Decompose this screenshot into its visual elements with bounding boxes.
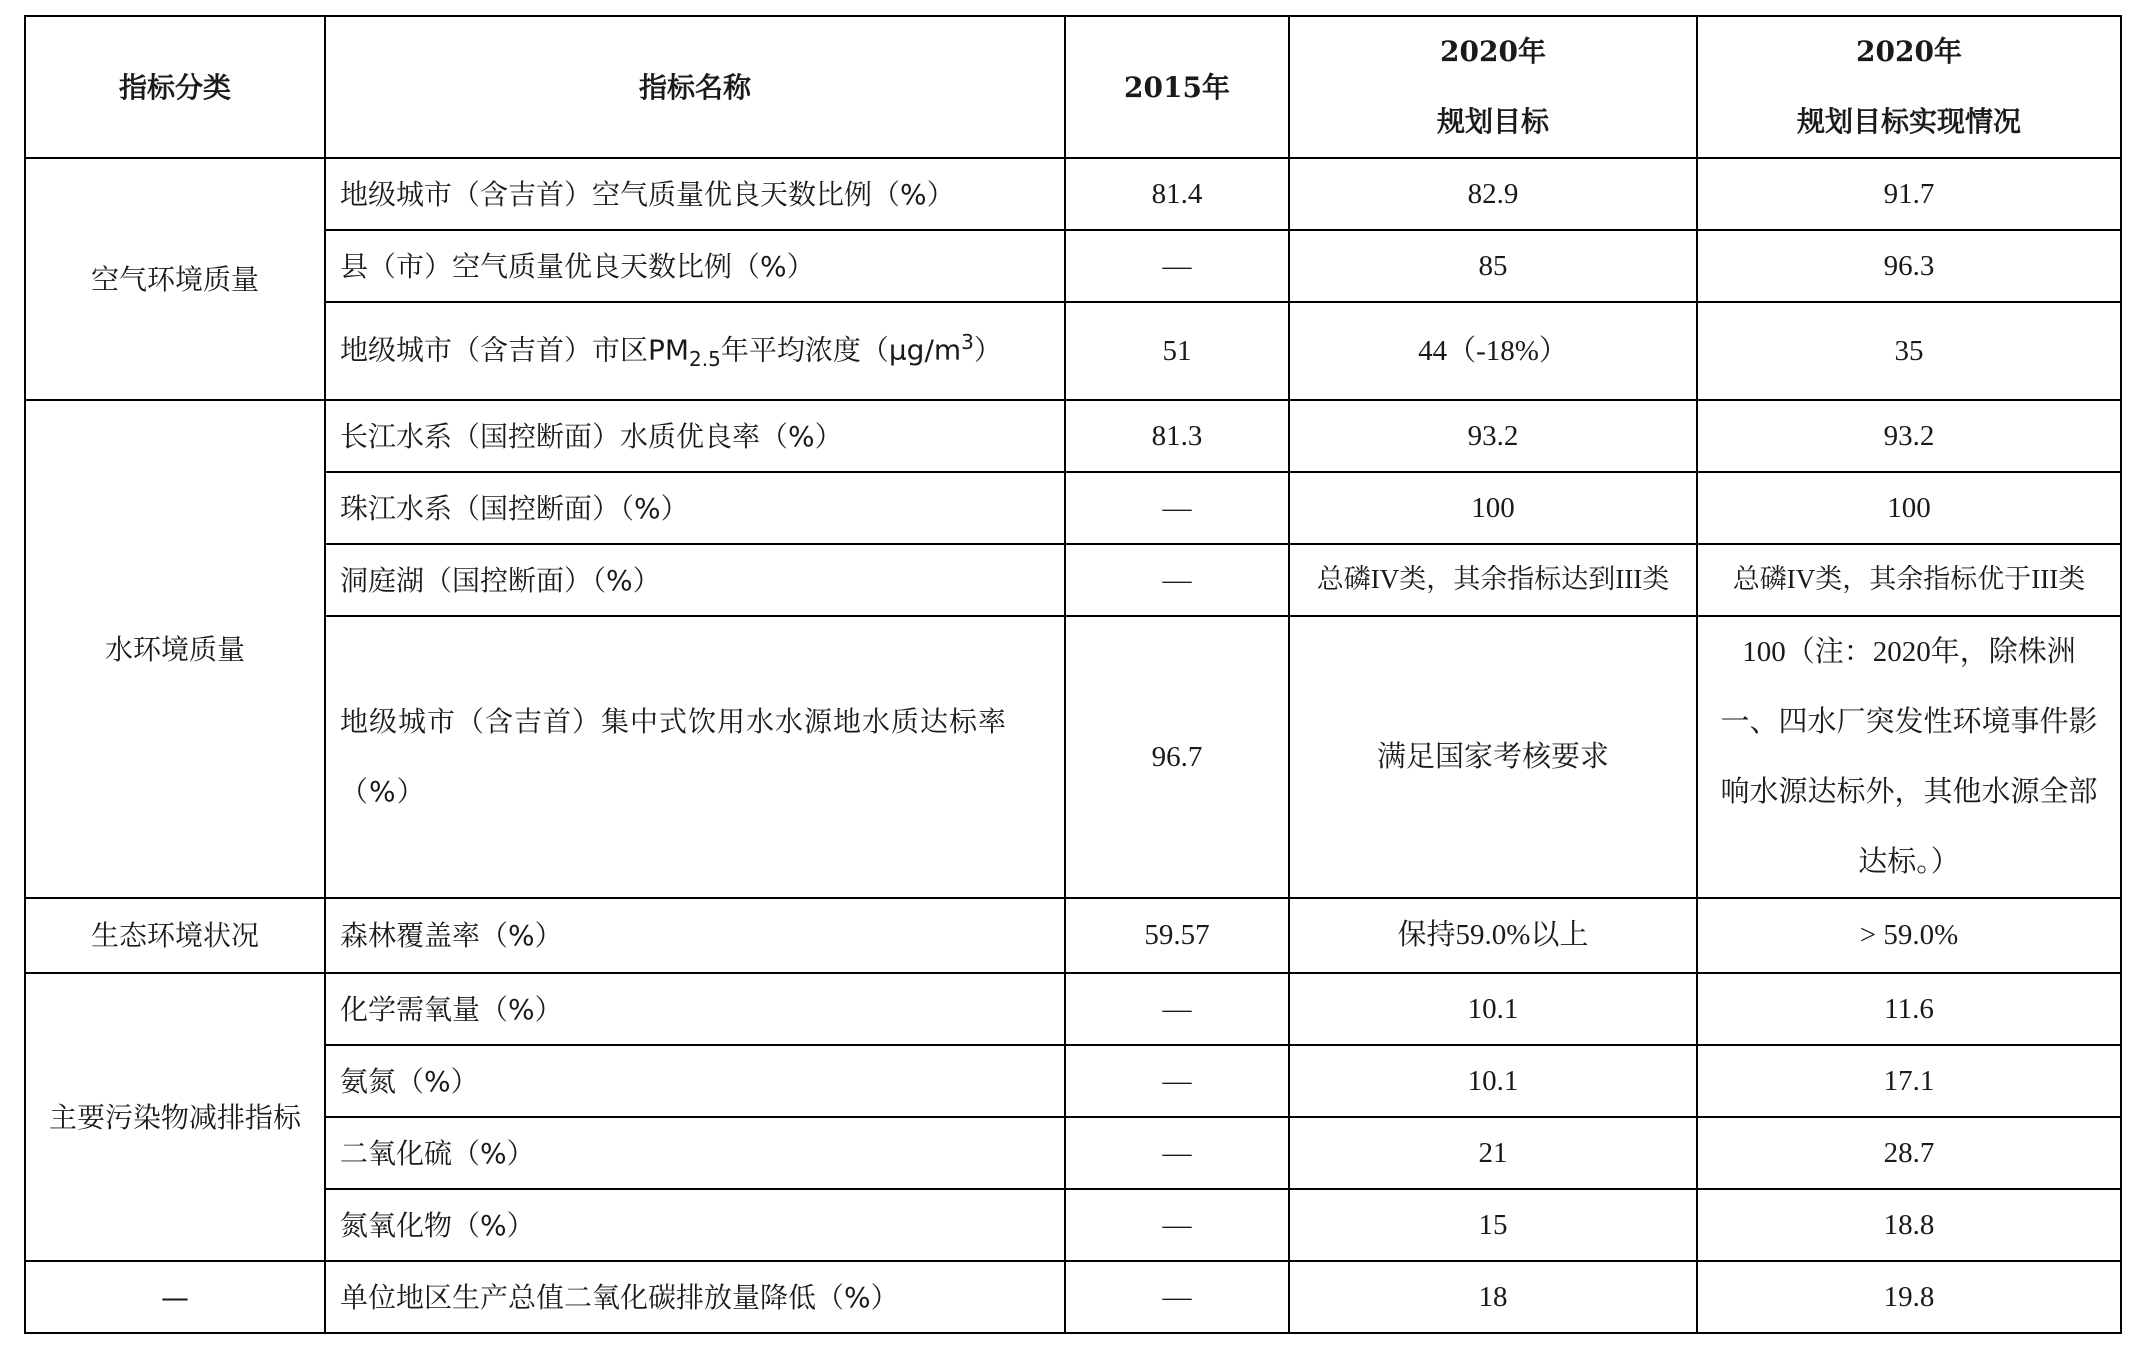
- row-achieved: 总磷IV类，其余指标优于III类: [1697, 544, 2121, 616]
- row-2015: —: [1065, 1045, 1289, 1117]
- row-target: 15: [1289, 1189, 1697, 1261]
- table-row: [25, 616, 2121, 898]
- row-achieved: 91.7: [1697, 158, 2121, 230]
- row-2015: —: [1065, 973, 1289, 1045]
- row-name: 氨氮（%）: [325, 1045, 1065, 1117]
- row-2015: —: [1065, 1189, 1289, 1261]
- row-name-part: 年平均浓度（μg/m: [720, 333, 962, 367]
- row-achieved: 100: [1697, 472, 2121, 544]
- row-2015: —: [1065, 1117, 1289, 1189]
- header-achieved-label: 规划目标实现情况: [1796, 105, 2021, 138]
- row-target: 总磷IV类，其余指标达到III类: [1289, 544, 1697, 616]
- table-row: [25, 302, 2121, 400]
- row-name: 二氧化硫（%）: [325, 1117, 1065, 1189]
- table-row: [25, 898, 2121, 973]
- header-target: [1289, 16, 1697, 158]
- header-target-year: 2020年: [1440, 35, 1546, 68]
- table-row: [25, 1189, 2121, 1261]
- header-achieved-year: 2020年: [1856, 35, 1962, 68]
- row-name-superscript: 3: [961, 330, 974, 355]
- row-achieved: > 59.0%: [1697, 898, 2121, 973]
- row-name: 长江水系（国控断面）水质优良率（%）: [325, 400, 1065, 472]
- header-category: 指标分类: [25, 16, 325, 158]
- row-target: 10.1: [1289, 1045, 1697, 1117]
- table-row: [25, 1261, 2121, 1333]
- row-name: 地级城市（含吉首）空气质量优良天数比例（%）: [325, 158, 1065, 230]
- table-row: [25, 400, 2121, 472]
- indicator-table: [24, 15, 2122, 1334]
- row-achieved: 93.2: [1697, 400, 2121, 472]
- row-name: 氮氧化物（%）: [325, 1189, 1065, 1261]
- row-target: 保持59.0%以上: [1289, 898, 1697, 973]
- row-name: 化学需氧量（%）: [325, 973, 1065, 1045]
- row-target: 21: [1289, 1117, 1697, 1189]
- row-achieved: 17.1: [1697, 1045, 2121, 1117]
- row-target: 85: [1289, 230, 1697, 302]
- header-achieved: [1697, 16, 2121, 158]
- table-row: [25, 230, 2121, 302]
- row-2015: 81.3: [1065, 400, 1289, 472]
- row-2015: 81.4: [1065, 158, 1289, 230]
- row-name: 珠江水系（国控断面）（%）: [325, 472, 1065, 544]
- row-target: 10.1: [1289, 973, 1697, 1045]
- header-name: 指标名称: [325, 16, 1065, 158]
- header-target-label: 规划目标: [1436, 105, 1549, 138]
- row-target: 44（-18%）: [1289, 302, 1697, 400]
- row-name: 地级城市（含吉首）集中式饮用水水源地水质达标率（%）: [325, 616, 1065, 898]
- row-name: 单位地区生产总值二氧化碳排放量降低（%）: [325, 1261, 1065, 1333]
- group-carbon: —: [25, 1261, 325, 1333]
- row-name-subscript: 2.5: [689, 346, 721, 371]
- header-2015: 2015年: [1065, 16, 1289, 158]
- row-achieved: 18.8: [1697, 1189, 2121, 1261]
- table-row: [25, 1117, 2121, 1189]
- row-name: 县（市）空气质量优良天数比例（%）: [325, 230, 1065, 302]
- row-2015: 96.7: [1065, 616, 1289, 898]
- row-target: 82.9: [1289, 158, 1697, 230]
- row-name: 洞庭湖（国控断面）（%）: [325, 544, 1065, 616]
- group-water: 水环境质量: [25, 400, 325, 898]
- row-2015: —: [1065, 472, 1289, 544]
- row-2015: 59.57: [1065, 898, 1289, 973]
- row-2015: —: [1065, 230, 1289, 302]
- table-row: [25, 158, 2121, 230]
- row-name: [325, 302, 1065, 400]
- row-target: 93.2: [1289, 400, 1697, 472]
- row-name-part: 地级城市（含吉首）市区PM: [340, 333, 690, 367]
- row-achieved: 100（注：2020年，除株洲一、四水厂突发性环境事件影响水源达标外，其他水源全部达标。）: [1697, 616, 2121, 898]
- row-target: 100: [1289, 472, 1697, 544]
- row-achieved: 28.7: [1697, 1117, 2121, 1189]
- row-2015: —: [1065, 1261, 1289, 1333]
- row-achieved: 96.3: [1697, 230, 2121, 302]
- table-row: [25, 472, 2121, 544]
- table-row: [25, 973, 2121, 1045]
- row-achieved: 11.6: [1697, 973, 2121, 1045]
- row-target: 18: [1289, 1261, 1697, 1333]
- row-achieved: 35: [1697, 302, 2121, 400]
- row-name: 森林覆盖率（%）: [325, 898, 1065, 973]
- table-row: [25, 544, 2121, 616]
- group-eco: 生态环境状况: [25, 898, 325, 973]
- row-2015: —: [1065, 544, 1289, 616]
- group-pollutant: 主要污染物减排指标: [25, 973, 325, 1261]
- row-achieved: 19.8: [1697, 1261, 2121, 1333]
- row-name-part: ）: [973, 333, 1002, 367]
- table-row: [25, 1045, 2121, 1117]
- header-row: [25, 16, 2121, 158]
- group-air: 空气环境质量: [25, 158, 325, 400]
- row-target: 满足国家考核要求: [1289, 616, 1697, 898]
- row-2015: 51: [1065, 302, 1289, 400]
